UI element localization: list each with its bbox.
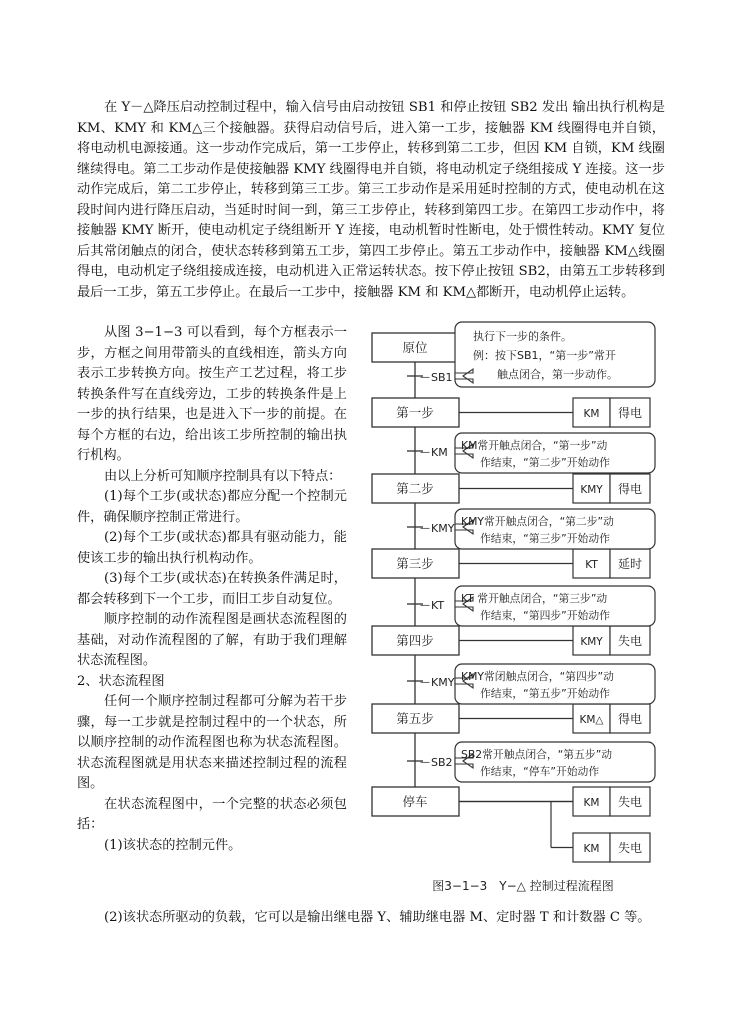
condition-note-text: 作结束，“第四步”开始动作	[480, 609, 610, 622]
feature-item-1: (1)每个工步(或状态)都应分配一个控制元件，确保顺序控制正常进行。	[77, 489, 347, 525]
step-label: 第四步	[396, 633, 434, 648]
transition-label: KMY	[431, 522, 455, 535]
transition-label: SB2	[431, 756, 453, 769]
figure-caption: 图3−1−3 Y−△ 控制过程流程图	[432, 879, 614, 893]
step-label: 第一步	[396, 405, 434, 420]
transition-label: KMY	[431, 676, 455, 689]
output-device-label: KM	[583, 408, 600, 420]
condition-note-text: KT 常开触点闭合，“第三步”动	[461, 592, 608, 605]
paragraph-state-requirements: 在状态流程图中，一个完整的状态必须包括：	[77, 796, 347, 832]
output-action-label: 得电	[617, 482, 643, 496]
requirement-item-1: (1)该状态的控制元件。	[104, 837, 242, 853]
output-device-label: KM	[583, 797, 600, 809]
intro-paragraph: 在 Y－△降压启动控制过程中，输入信号由启动按钮 SB1 和停止按钮 SB2 发出 输出执行机构是 KM、KMY 和 KM△三个接触器。获得启动信号后，进入第一工步，接触器 KM 线圈得电并自锁，将电动机电源接通。这一步动作完成后，第一工步停止，转移到第二工步，但因 KM 自锁，KM 线圈继续得电。第二工步动作是使接触器 KMY 线圈得电并自锁，将电动机定子绕组接成 Y 连接。这一步动作完成后，第二工步停止，转移到第三工步。第三工步动作是采用延时控制的方式，使电动机在这段时间内进行降压启动，当延时时间一到，第三工步停止，转移到第四工步。在第四工步动作中，将接触器 KMY 断开，使电动机定子绕组断开 Y 连接，电动机暂时性断电，处于惯性转动。KMY 复位后其常闭触点的闭合，使状态转移到第五工步，第四工步停止。第五工步动作中，接触器 KM△线圈得电，电动机定子绕组接成连接，电动机进入正常运转状态。按下停止按钮 SB2，由第五工步转移到最后一工步，第五工步停止。在最后一工步中，接触器 KM 和 KM△都断开，电动机停止运转。	[77, 100, 665, 300]
condition-note-text: 执行下一步的条件。	[473, 330, 572, 343]
condition-note-text: SB2常开触点闭合，“第五步”动	[461, 748, 613, 761]
feature-item-2: (2)每个工步(或状态)都具有驱动能力，能使该工步的输出执行机构动作。	[77, 530, 347, 566]
paragraph-state-definition: 任何一个顺序控制过程都可分解为若干步骤，每一工步就是控制过程中的一个状态，所以顺序控制的动作流程图也称为状态流程图。状态流程图就是用状态来描述控制过程的流程图。	[77, 694, 347, 791]
output-action-label: 失电	[617, 841, 643, 855]
paragraph-features-intro: 由以上分析可知顺序控制具有以下特点：	[104, 468, 342, 484]
paragraph-figure-explanation: 从图 3−1−3 可以看到，每个方框表示一步，方框之间用带箭头的直线相连，箭头方向表示工步转换方向。按生产工艺过程，将工步转换条件写在直线旁边，工步的转换条件是上一步的执行结果，也是进入下一步的前提。在每个方框的右边，给出该工步所控制的输出执行机构。	[77, 325, 347, 463]
step-label: 第三步	[396, 556, 434, 571]
output-device-label: KMY	[580, 484, 603, 496]
output-action-label: 得电	[617, 712, 643, 726]
condition-note-text: KMY常闭触点闭合，“第四步”动	[461, 670, 614, 683]
transition-label: KM	[431, 446, 448, 459]
condition-note-text: 触点闭合，第一步动作。	[497, 368, 618, 381]
section-heading: 2、状态流程图	[77, 673, 165, 689]
transition-dash: —	[420, 600, 430, 611]
step-label: 原位	[402, 340, 428, 355]
transition-label: KT	[431, 599, 445, 612]
output-action-label: 延时	[617, 557, 643, 571]
condition-note-text: 作结束，“停车”开始动作	[480, 765, 600, 778]
transition-label: SB1	[431, 371, 453, 384]
condition-note-text: 作结束，“第五步”开始动作	[480, 687, 610, 700]
transition-dash: —	[420, 447, 430, 458]
condition-note-text: KMY常开触点闭合，“第二步”动	[461, 515, 614, 528]
transition-dash: —	[420, 757, 430, 768]
output-action-label: 失电	[617, 795, 643, 809]
transition-dash: —	[420, 372, 430, 383]
output-action-label: 得电	[617, 406, 643, 420]
output-device-label: KMY	[580, 636, 603, 648]
transition-dash: —	[420, 523, 430, 534]
condition-note-text: KM常开触点闭合，“第一步”动	[461, 439, 608, 452]
output-device-label: KM△	[579, 714, 604, 726]
output-action-label: 失电	[617, 634, 643, 648]
output-device-label: KT	[585, 559, 598, 571]
step-label: 停车	[402, 794, 428, 809]
step-label: 第五步	[396, 711, 434, 726]
condition-note-text: 作结束，“第二步”开始动作	[480, 456, 610, 469]
output-device-label: KM	[583, 843, 600, 855]
requirement-item-2: (2)该状态所驱动的负载，它可以是输出继电器 Y、辅助继电器 M、定时器 T 和计数器 C 等。	[104, 910, 651, 925]
condition-note-text: 例：按下SB1，“第一步”常开	[473, 349, 616, 362]
transition-dash: —	[420, 677, 430, 688]
paragraph-flowchart-basis: 顺序控制的动作流程图是画状态流程图的基础，对动作流程图的了解，有助于我们理解状态流程图。	[77, 612, 347, 668]
feature-item-3: (3)每个工步(或状态)在转换条件满足时，都会转移到下一个工步，而旧工步自动复位。	[77, 571, 347, 607]
condition-note-text: 作结束，“第三步”开始动作	[480, 532, 610, 545]
step-label: 第二步	[396, 481, 434, 496]
